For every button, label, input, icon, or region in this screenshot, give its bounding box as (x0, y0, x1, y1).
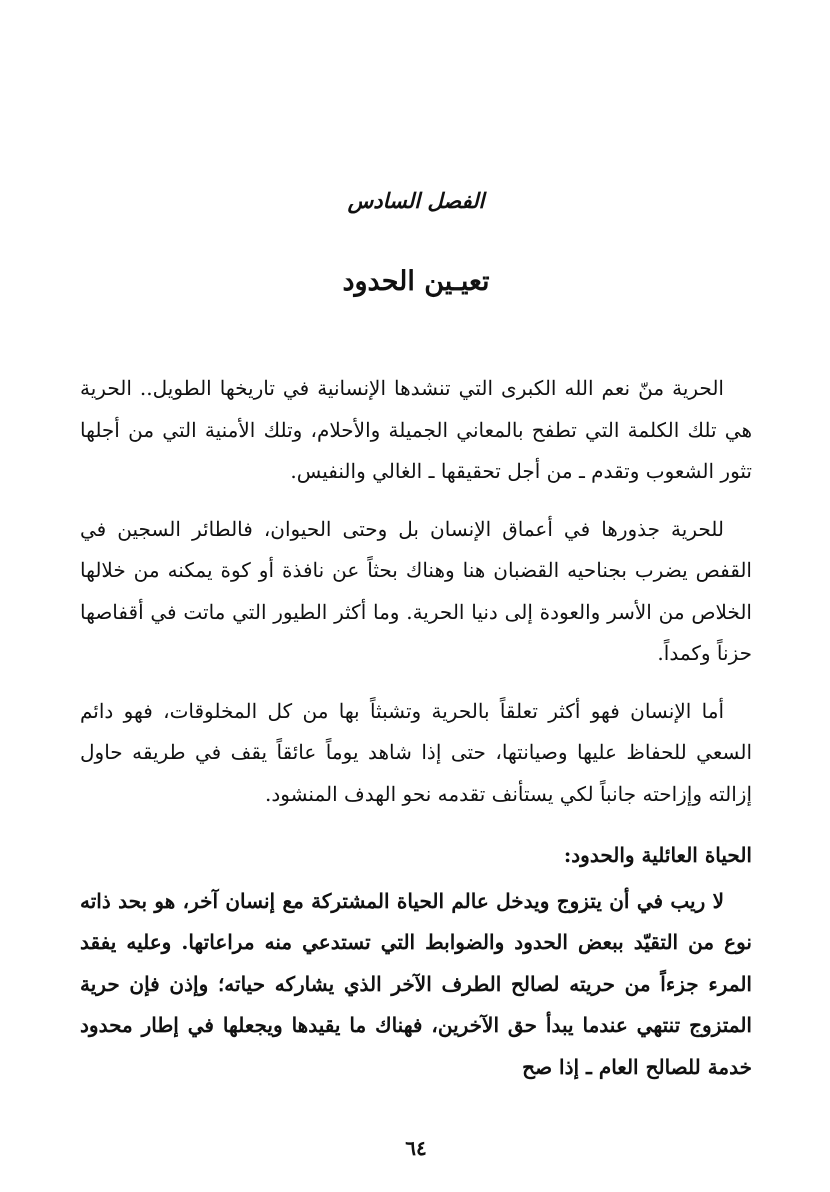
chapter-label: الفصل السادس (347, 188, 485, 213)
paragraph-family-life: لا ريب في أن يتزوج ويدخل عالم الحياة المشتركة مع إنسان آخر، هو بحد ذاته نوع من التقيّد ببعض الحدود والضوابط التي تستدعي منه مراعاتها. وعليه يفقد المرء جزءاً من حريته لصالح الطرف الآخر الذي يشاركه حياته؛ وإذن فإن حرية المتزوج تنتهي عندما يبدأ حق الآخرين، فهناك ما يقيدها ويجعلها في إطار محدود خدمة للصالح العام ـ إذا صح (80, 888, 752, 1079)
chapter-title: تعيـين الحدود (342, 266, 490, 297)
paragraph-human-freedom: أما الإنسان فهو أكثر تعلقاً بالحرية وتشبثاً بها من كل المخلوقات، فهو دائم السعي للحفاظ عليها وصيانتها، حتى إذا شاهد يوماً عائقاً يقف في طريقه حاول إزالته وإزاحته جانباً لكي يستأنف تقدمه نحو الهدف المنشود. (80, 698, 752, 806)
paragraph-freedom-intro: الحرية منّ نعم الله الكبرى التي تنشدها الإنسانية في تاريخها الطويل.. الحرية هي تلك الكلمة التي تطفح بالمعاني الجميلة والأحلام، وتلك الأمنية التي من أجلها تثور الشعوب وتقدم ـ من أجل تحقيقها ـ الغالي والنفيس. (80, 376, 752, 483)
page-number: ٦٤ (405, 1136, 427, 1160)
section-heading: الحياة العائلية والحدود: (563, 843, 752, 867)
book-page (80, 0, 752, 1192)
body-text (80, 368, 752, 1088)
paragraph-freedom-roots: للحرية جذورها في أعماق الإنسان بل وحتى الحيوان، فالطائر السجين في القفص يضرب بجناحيه القضبان هنا وهناك بحثاً عن نافذة أو كوة يمكنه من خلالها الخلاص من الأسر والعودة إلى دنيا الحرية. وما أكثر الطيور التي ماتت في أقفاصها حزناً وكمداً. (80, 516, 752, 665)
